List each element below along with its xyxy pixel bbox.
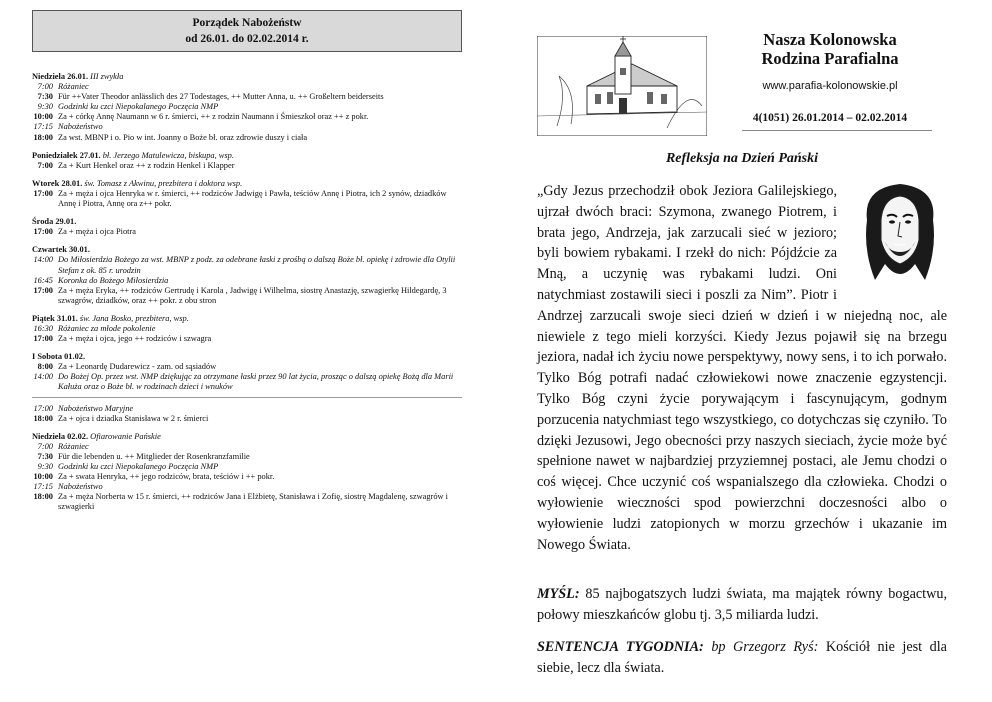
day-heading	[32, 72, 462, 82]
schedule-day	[32, 432, 462, 513]
mass-time: 17:15	[33, 482, 53, 492]
day-date: Czwartek 30.01.	[32, 245, 90, 255]
mass-intention: Za + męża i ojca Henryka w r. śmierci, ++ rodziców Jadwigę i Pawła, teściów Annę i Piotra, ich 2 synów, dziadków Annę i Piotra, Annę ora z++ pokr.	[58, 188, 447, 209]
day-date: Poniedziałek 27.01.	[32, 150, 101, 160]
sentence-text: Kościół nie jest dla siebie, lecz dla świata.	[537, 639, 947, 676]
sentence-label: SENTENCJA TYGODNIA:	[537, 639, 704, 655]
schedule-title: Porządek Nabożeństw	[192, 17, 302, 29]
mass-entry	[32, 442, 462, 452]
mass-entry	[32, 414, 462, 424]
mass-time: 16:45	[33, 275, 53, 285]
section-title: Refleksja na Dzień Pański	[665, 151, 819, 166]
church-illustration	[537, 36, 707, 136]
mass-entry	[32, 122, 462, 132]
mass-time: 17:00	[33, 334, 53, 344]
day-heading	[32, 352, 462, 362]
mass-intention: Za + córkę Annę Naumann w 6 r. śmierci, ++ z rodzin Naumann i Śmieszkoł oraz ++ z pokr.	[58, 112, 369, 122]
mass-intention: Nabożeństwo	[58, 482, 103, 492]
mass-time: 7:00	[37, 160, 53, 170]
mass-intention: Za + męża Norberta w 15 r. śmierci, ++ rodziców Jana i Elżbietę, Stanisława i Zofię, siostrę Magdalenę, szwagrów i szwagierki	[58, 492, 448, 512]
mass-intention: Koronka do Bożego Miłosierdzia	[58, 275, 169, 285]
mass-entry	[32, 324, 462, 334]
mass-intention: Różaniec	[58, 441, 89, 451]
mass-time: 16:30	[33, 323, 53, 333]
mass-intention: Za + Kurt Henkel oraz ++ z rodzin Henkel i Klapper	[58, 160, 235, 170]
day-heading	[32, 432, 462, 442]
mass-entry	[32, 492, 462, 512]
mass-entry	[32, 334, 462, 344]
day-heading	[32, 179, 462, 189]
mass-intention: Za + Leonardę Dudarewicz - zam. od sąsiadów	[58, 362, 217, 372]
mass-entry	[32, 276, 462, 286]
day-date: Piątek 31.01.	[32, 313, 78, 323]
mass-entry	[32, 362, 462, 372]
thought-text: 85 najbogatszych ludzi świata, ma majątek równy bogactwu, połowy mieszkańców globu tj. 3,5 miliarda ludzi.	[537, 586, 947, 623]
mass-time: 17:00	[33, 403, 53, 413]
mass-intention: Za + męża i ojca, jego ++ rodziców i szwagra	[58, 334, 212, 344]
mass-entry	[32, 452, 462, 462]
day-date: Niedziela 02.02.	[32, 431, 89, 441]
schedule-list	[32, 72, 462, 520]
schedule-day	[32, 245, 462, 306]
schedule-day	[32, 151, 462, 171]
mass-time: 18:00	[33, 132, 53, 142]
mass-intention: Für die lebenden u. ++ Mitglieder der Rosenkranzfamilie	[58, 451, 250, 461]
mass-time: 9:30	[37, 102, 53, 112]
mass-entry	[32, 82, 462, 92]
mass-entry	[32, 255, 462, 275]
mass-time: 7:00	[37, 441, 53, 451]
mass-intention: Różaniec za młode pokolenie	[58, 323, 156, 333]
mass-time: 7:30	[37, 451, 53, 461]
mass-intention: Do Bożej Op. przez wst. NMP dziękując za otrzymane łaski przez 90 lat życia, prosząc o dalszą opiekę Bożą dla Marii Kałuża oraz o Boże bł. w rodzinach dzieci i wnuków	[58, 372, 454, 392]
mass-time: 18:00	[33, 492, 53, 502]
mass-intention: Za + swata Henryka, ++ jego rodziców, brata, teściów i ++ pokr.	[58, 472, 275, 482]
mass-entry	[32, 189, 462, 209]
mass-time: 17:00	[33, 285, 53, 295]
day-heading	[32, 151, 462, 161]
schedule-dates: od 26.01. do 02.02.2014 r.	[185, 33, 309, 45]
mass-time: 10:00	[33, 112, 53, 122]
mass-entry	[32, 462, 462, 472]
mass-intention: Do Miłosierdzia Bożego za wst. MBNP z podz. za odebrane łaski z prośbą o dalszą Boże bł. opiekę i zdrowie dla Otylii Stefan z ok. 85 r. urodzin	[58, 255, 456, 275]
mass-time: 7:00	[37, 82, 53, 92]
day-date: Niedziela 26.01.	[32, 72, 89, 81]
mass-time: 18:00	[33, 413, 53, 423]
mass-intention: Nabożeństwo	[58, 122, 103, 132]
website-link[interactable]: www.parafia-kolonowskie.pl	[762, 80, 898, 92]
mass-time: 17:00	[33, 227, 53, 237]
mass-intention: Nabożeństwo Maryjne	[58, 403, 134, 413]
mass-entry	[32, 133, 462, 143]
bulletin-title: Nasza Kolonowska Rodzina Parafialna	[761, 30, 899, 68]
schedule-day	[32, 314, 462, 344]
day-heading	[32, 217, 462, 227]
divider	[32, 397, 462, 398]
mass-intention: Für ++Vater Theodor anlässlich des 27 Todestages, ++ Mutter Anna, u. ++ Großeltern beiderseits	[58, 92, 384, 102]
day-date: I Sobota 01.02.	[32, 352, 86, 362]
mass-entry	[32, 92, 462, 102]
day-date: Wtorek 28.01.	[32, 178, 83, 188]
mass-entry	[32, 102, 462, 112]
mass-entry	[32, 404, 462, 414]
mass-intention: Za + ojca i dziadka Stanisława w 2 r. śmierci	[58, 413, 209, 423]
mass-entry	[32, 482, 462, 492]
mass-time: 14:00	[33, 372, 53, 382]
day-note: bł. Jerzego Matulewicza, biskupa, wsp.	[102, 150, 234, 160]
schedule-day	[32, 217, 462, 237]
mass-time: 8:00	[37, 362, 53, 372]
schedule-day	[32, 179, 462, 209]
mass-entry	[32, 472, 462, 482]
mass-entry	[32, 286, 462, 306]
mass-intention: Godzinki ku czci Niepokalanego Poczęcia NMP	[58, 102, 219, 112]
mass-time: 9:30	[37, 462, 53, 471]
mass-intention: Godzinki ku czci Niepokalanego Poczęcia NMP	[58, 462, 219, 471]
day-note: św. Jana Bosko, prezbitera, wsp.	[79, 313, 189, 323]
day-heading	[32, 314, 462, 324]
divider	[742, 130, 932, 131]
sentence-of-week	[537, 637, 947, 679]
thought-label: MYŚL:	[537, 586, 580, 602]
mass-time: 10:00	[33, 472, 53, 482]
mass-time: 17:15	[33, 122, 53, 132]
day-heading	[32, 245, 462, 255]
schedule-day	[32, 352, 462, 424]
mass-time: 14:00	[33, 255, 53, 265]
mass-entry	[32, 372, 462, 392]
mass-entry	[32, 161, 462, 171]
day-note: III zwykła	[90, 72, 124, 81]
mass-time: 7:30	[37, 92, 53, 102]
schedule-day	[32, 72, 462, 143]
day-date: Środa 29.01.	[32, 217, 77, 227]
mass-intention: Za + męża Eryka, ++ rodziców Gertrudę i Karola , Jadwigę i Wilhelma, siostrę Anastazję, szwagierkę Hildegardę, 3 szwagrów, dziadków, oraz ++ pokr. z obu stron	[58, 285, 447, 305]
sentence-author: bp Grzegorz Ryś:	[703, 639, 819, 655]
issue-number: 4(1051) 26.01.2014 – 02.02.2014	[752, 112, 908, 124]
day-note: św. Tomasz z Akwinu, prezbitera i doktora wsp.	[84, 178, 243, 188]
jesus-portrait-image	[853, 180, 947, 288]
schedule-header-box	[32, 10, 462, 52]
mass-entry	[32, 112, 462, 122]
mass-intention: Różaniec	[58, 82, 89, 92]
mass-intention: Za + męża i ojca Piotra	[58, 227, 136, 237]
reflection-text: „Gdy Jezus przechodził obok Jeziora Galilejskiego, ujrzał dwóch braci: Szymona, zwanego Piotrem, i brata jego, Andrzeja, jak zarzucali sieć w jezioro; byli bowiem rybakami. I rzekł do nich: Pójdźcie za Mną, a uczynię was rybakami ludzi. Oni natychmiast zostawili sieci i poszli za Nim”. Piotr i Andrzej zarzucali swoje sieci dzień w dzień i w niejedną noc, ale niewiele z tego mieli korzyści. Kiedy Jezus pojawił się na brzegu jeziora, nadał ich życiu nowe perspektywy, nowy sens, i to ich porwało. Tylko Bóg potrafi nadać człowiekowi nowe znaczenie egzystencji. Tylko Bóg czyni życie porywającym i fascynującym, godnym porzucenia natychmiast tego wszystkiego, co dotychczas się czyniło. To dzięki Jezusowi, Jego obecności przy naszych sieciach, życie może być spełnione nawet w najbardziej przyziemnej postaci, ale Jemu chodzi o coś więcej. Chce uczynić coś wspanialszego dla człowieka. Chodzi o wyłowienie wieczności spod powierzchni doczesności albo o wyłowienie ludzi zatopionych w morzu grzechów i ukazanie im Nowego Świata.	[537, 183, 947, 553]
thought-of-week	[537, 584, 947, 626]
mass-time: 17:00	[33, 188, 53, 198]
day-note: Ofiarowanie Pańskie	[90, 431, 161, 441]
mass-intention: Za wst. MBNP i o. Pio w int. Joanny o Boże bł. oraz zdrowie duszy i ciała	[58, 132, 308, 142]
mass-entry	[32, 227, 462, 237]
